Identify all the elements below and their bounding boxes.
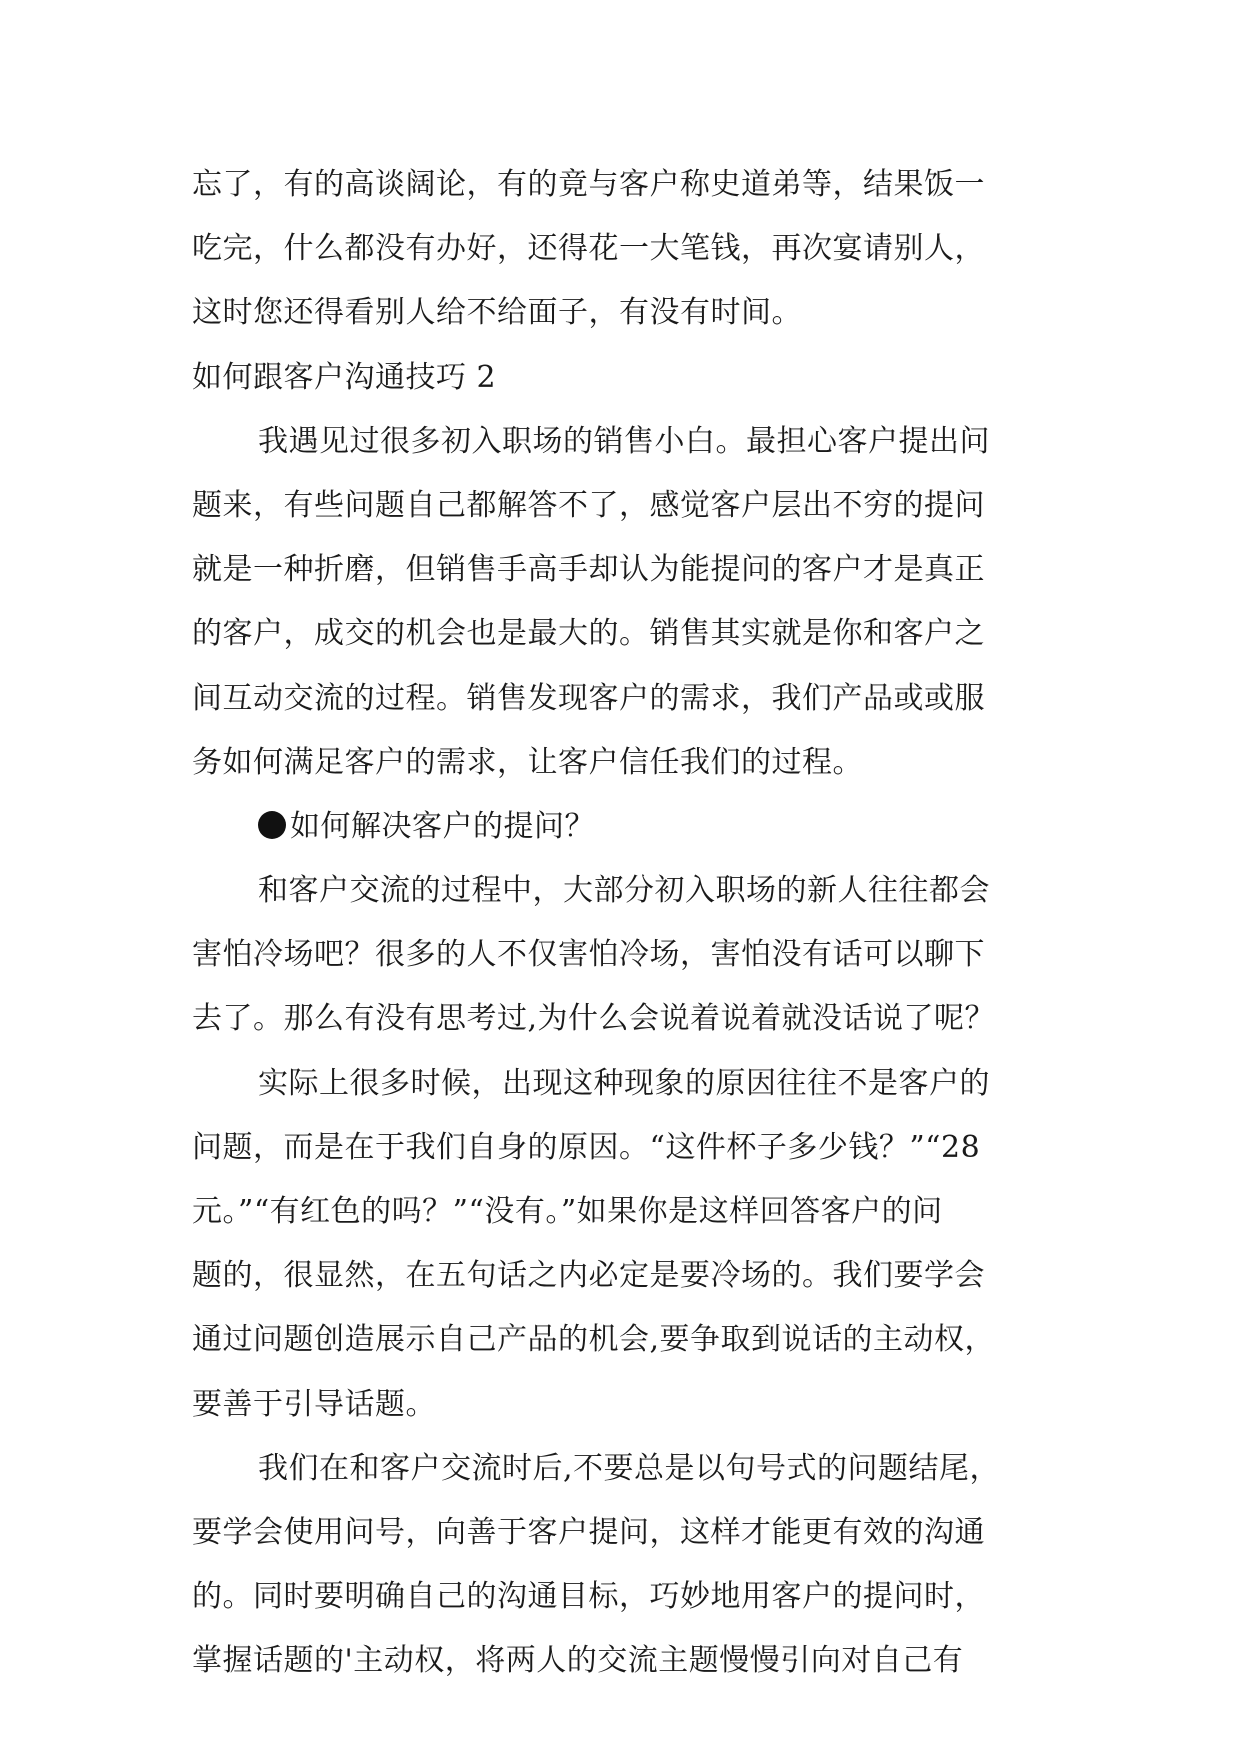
text-line: 我遇见过很多初入职场的销售小白。最担心客户提出问 [258, 423, 990, 459]
text-line: 吃完，什么都没有办好，还得花一大笔钱，再次宴请别人， [192, 231, 985, 267]
bullet-item-text: 如何解决客户的提问？ [290, 808, 595, 844]
text-line: 间互动交流的过程。销售发现客户的需求，我们产品或或服 [192, 680, 985, 716]
text-line: 害怕冷场吧？很多的人不仅害怕冷场，害怕没有话可以聊下 [192, 937, 985, 973]
section-heading: 如何跟客户沟通技巧 2 [192, 359, 497, 395]
text-line: 要善于引导话题。 [192, 1386, 436, 1422]
text-line: 我们在和客户交流时后,不要总是以句号式的问题结尾， [258, 1450, 1001, 1486]
text-line: 去了。那么有没有思考过,为什么会说着说着就没话说了呢？ [192, 1001, 996, 1037]
text-line: 忘了，有的高谈阔论，有的竟与客户称史道弟等，结果饭一 [192, 167, 985, 202]
text-line: 问题，而是在于我们自身的原因。“这件杯子多少钱？”“28 [192, 1129, 981, 1165]
text-line: 掌握话题的'主动权，将两人的交流主题慢慢引向对自己有 [192, 1643, 964, 1679]
text-line: 的。同时要明确自己的沟通目标，巧妙地用客户的提问时， [192, 1579, 985, 1615]
text-line: 题的，很显然，在五句话之内必定是要冷场的。我们要学会 [192, 1258, 985, 1294]
document-body [192, 153, 1062, 1694]
text-line: 题来，有些问题自己都解答不了，感觉客户层出不穷的提问 [192, 487, 985, 523]
text-line: 就是一种折磨，但销售手高手却认为能提问的客户才是真正 [192, 552, 985, 588]
text-line: 实际上很多时候，出现这种现象的原因往往不是客户的 [258, 1065, 990, 1101]
paragraph [192, 1437, 1062, 1694]
text-line: 的客户，成交的机会也是最大的。销售其实就是你和客户之 [192, 616, 985, 652]
paragraph [192, 410, 1062, 795]
paragraph [192, 1052, 1062, 1437]
paragraph [192, 859, 1062, 1052]
black-circle-bullet-icon [258, 811, 286, 839]
bullet-item [192, 795, 1062, 859]
text-line: 要学会使用问号，向善于客户提问，这样才能更有效的沟通 [192, 1514, 985, 1550]
text-line: 这时您还得看别人给不给面子，有没有时间。 [192, 295, 802, 331]
text-line: 和客户交流的过程中，大部分初入职场的新人往往都会 [258, 873, 990, 909]
text-line: 元。”“有红色的吗？”“没有。”如果你是这样回答客户的问 [192, 1194, 943, 1229]
text-line: 通过问题创造展示自己产品的机会,要争取到说话的主动权， [192, 1322, 996, 1358]
continuation-paragraph [192, 153, 1062, 346]
text-line: 务如何满足客户的需求，让客户信任我们的过程。 [192, 744, 863, 780]
